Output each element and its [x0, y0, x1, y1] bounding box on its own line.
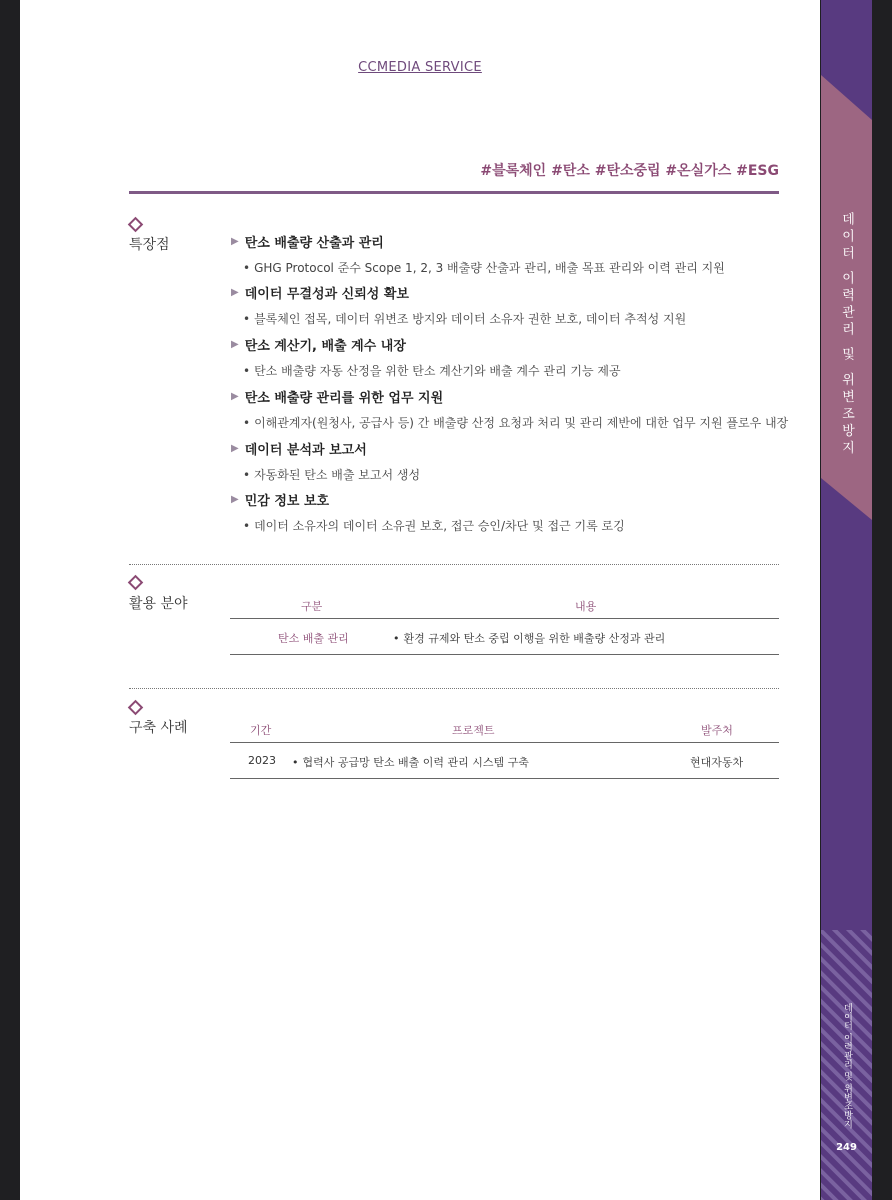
document-page — [20, 0, 820, 1200]
header-rule — [129, 191, 779, 194]
feature-desc: 탄소 배출량 자동 산정을 위한 탄소 계산기와 배출 계수 관리 기능 제공 — [254, 364, 621, 378]
table-bottom-rule — [230, 654, 779, 655]
sidebar-small-title: 데이터 이력관리 및 위변조방지 — [842, 1003, 852, 1129]
usage-content: • 환경 규제와 탄소 중립 이행을 위한 배출량 산정과 관리 — [393, 632, 666, 645]
table-header-period: 기간 — [250, 724, 272, 737]
feature-item: ▶ 민감 정보 보호 • 데이터 소유자의 데이터 소유권 보호, 접근 승인/차단 및 접근 기록 로깅 — [231, 490, 625, 534]
feature-title: 탄소 계산기, 배출 계수 내장 — [244, 339, 406, 354]
section-label-usage: 활용 분야 — [129, 596, 188, 612]
triangle-icon: ▶ — [231, 339, 239, 350]
feature-desc: GHG Protocol 준수 Scope 1, 2, 3 배출량 산출과 관리, 배출 목표 관리와 이력 관리 지원 — [254, 261, 725, 275]
triangle-icon: ▶ — [231, 391, 239, 402]
feature-title: 민감 정보 보호 — [244, 494, 330, 509]
triangle-icon: ▶ — [231, 236, 239, 247]
section-divider — [129, 564, 779, 565]
feature-desc: 블록체인 접목, 데이터 위변조 방지와 데이터 소유자 권한 보호, 데이터 추적성 지원 — [254, 312, 687, 326]
feature-item: ▶ 데이터 분석과 보고서 • 자동화된 탄소 배출 보고서 생성 — [231, 439, 420, 483]
table-header-rule — [230, 742, 779, 743]
feature-title: 데이터 분석과 보고서 — [244, 443, 367, 458]
feature-desc: 이해관계자(원청사, 공급사 등) 간 배출량 산정 요청과 처리 및 관리 제반에 대한 업무 지원 플로우 내장 — [254, 416, 789, 430]
case-period: 2023 — [248, 754, 276, 767]
hashtags: #블록체인 #탄소 #탄소중립 #온실가스 #ESG — [480, 163, 779, 179]
sidebar-title: 데이터 이력관리 및 위변조방지 — [839, 212, 854, 458]
table-bottom-rule — [230, 778, 779, 779]
diamond-icon — [128, 575, 144, 591]
feature-title: 탄소 배출량 산출과 관리 — [244, 236, 384, 251]
sidebar-tab — [821, 0, 872, 1200]
feature-item: ▶ 데이터 무결성과 신뢰성 확보 • 블록체인 접목, 데이터 위변조 방지와 데이터 소유자 권한 보호, 데이터 추적성 지원 — [231, 283, 686, 327]
table-header-project: 프로젝트 — [452, 724, 495, 737]
case-client: 현대자동차 — [690, 756, 744, 769]
section-label-features: 특장점 — [129, 237, 170, 253]
feature-title: 데이터 무결성과 신뢰성 확보 — [244, 287, 409, 302]
table-header-content: 내용 — [575, 600, 597, 613]
feature-item: ▶ 탄소 배출량 관리를 위한 업무 지원 • 이해관계자(원청사, 공급사 등) 간 배출량 산정 요청과 처리 및 관리 제반에 대한 업무 지원 플로우 내장 — [231, 387, 788, 431]
section-divider — [129, 688, 779, 689]
triangle-icon: ▶ — [231, 494, 239, 505]
feature-item: ▶ 탄소 계산기, 배출 계수 내장 • 탄소 배출량 자동 산정을 위한 탄소 계산기와 배출 계수 관리 기능 제공 — [231, 335, 621, 379]
feature-title: 탄소 배출량 관리를 위한 업무 지원 — [244, 391, 444, 406]
section-label-cases: 구축 사례 — [129, 720, 188, 736]
diamond-icon — [128, 700, 144, 716]
table-header-rule — [230, 618, 779, 619]
triangle-icon: ▶ — [231, 287, 239, 298]
page-header: CCMEDIA SERVICE — [358, 60, 482, 75]
feature-item: ▶ 탄소 배출량 산출과 관리 • GHG Protocol 준수 Scope 1, 2, 3 배출량 산출과 관리, 배출 목표 관리와 이력 관리 지원 — [231, 232, 725, 276]
table-header-category: 구분 — [301, 600, 323, 613]
feature-desc: 자동화된 탄소 배출 보고서 생성 — [254, 468, 421, 482]
feature-desc: 데이터 소유자의 데이터 소유권 보호, 접근 승인/차단 및 접근 기록 로깅 — [254, 519, 625, 533]
page-number: 249 — [836, 1142, 857, 1153]
triangle-icon: ▶ — [231, 443, 239, 454]
case-project: • 협력사 공급망 탄소 배출 이력 관리 시스템 구축 — [292, 756, 529, 769]
usage-category: 탄소 배출 관리 — [278, 632, 349, 645]
table-header-client: 발주처 — [701, 724, 733, 737]
diamond-icon — [128, 217, 144, 233]
